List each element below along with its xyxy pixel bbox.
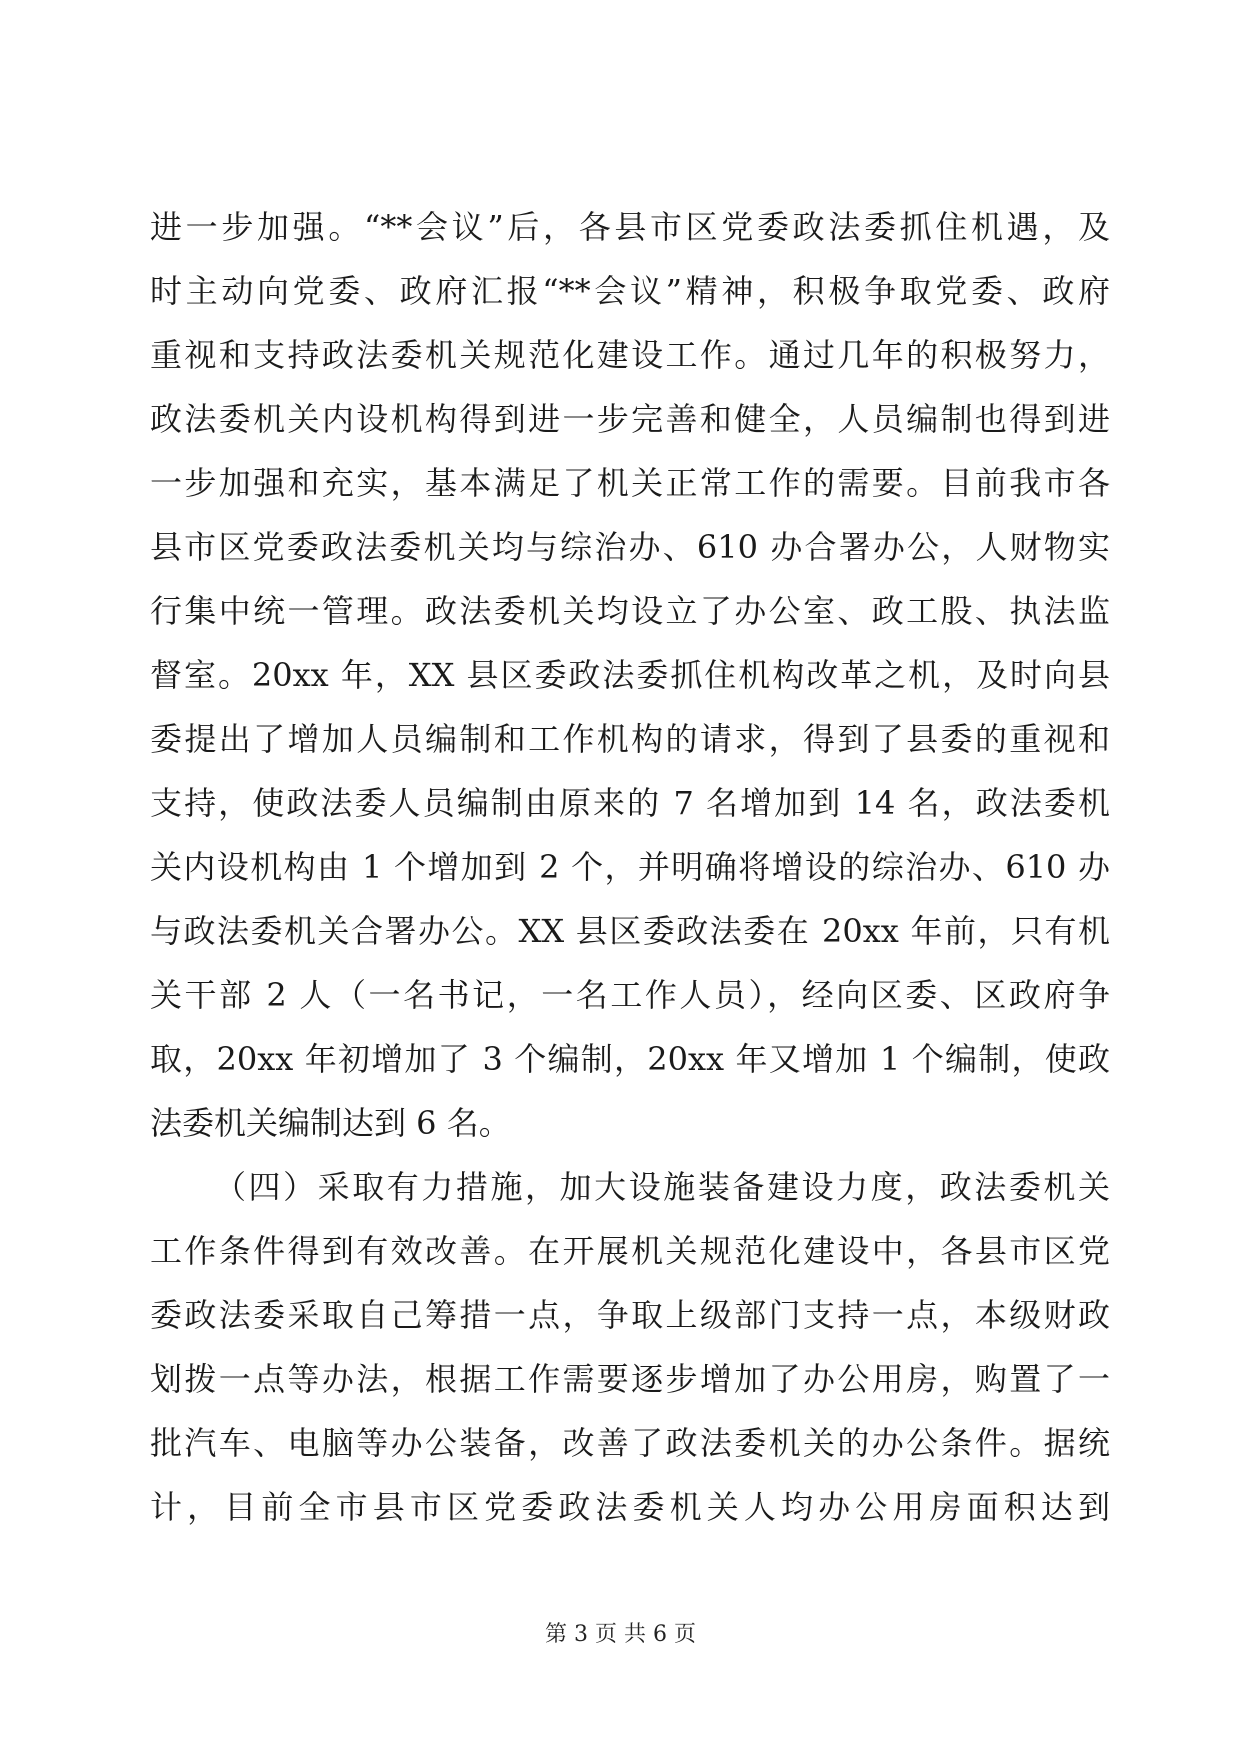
- text-line: 法委机关编制达到 6 名。: [150, 1104, 511, 1142]
- text-line: 关干部 2 人（一名书记，一名工作人员），经向区委、区政府争: [150, 976, 1110, 1014]
- paragraph-heading-line: （四）采取有力措施，加大设施装备建设力度，政法委机关: [214, 1168, 1110, 1206]
- text-line: 委政法委采取自己筹措一点，争取上级部门支持一点，本级财政: [150, 1296, 1110, 1334]
- text-line: 划拨一点等办法，根据工作需要逐步增加了办公用房，购置了一: [150, 1360, 1110, 1398]
- text-line: 县市区党委政法委机关均与综治办、610 办合署办公，人财物实: [150, 528, 1110, 566]
- page-number: 第 3 页 共 6 页: [545, 1622, 696, 1647]
- text-line: 督室。20xx 年，XX 县区委政法委抓住机构改革之机，及时向县: [150, 656, 1110, 694]
- text-line: 重视和支持政法委机关规范化建设工作。通过几年的积极努力，: [150, 336, 1110, 374]
- text-line: 工作条件得到有效改善。在开展机关规范化建设中，各县市区党: [150, 1232, 1110, 1270]
- text-line: 行集中统一管理。政法委机关均设立了办公室、政工股、执法监: [150, 592, 1110, 630]
- page-footer: [0, 1620, 1241, 1650]
- text-line: 计，目前全市县市区党委政法委机关人均办公用房面积达到: [150, 1488, 1110, 1526]
- text-line: 时主动向党委、政府汇报“**会议”精神，积极争取党委、政府: [150, 272, 1110, 310]
- document-body: [150, 195, 1110, 1539]
- text-line: 取，20xx 年初增加了 3 个编制，20xx 年又增加 1 个编制，使政: [150, 1040, 1110, 1078]
- text-line: 批汽车、电脑等办公装备，改善了政法委机关的办公条件。据统: [150, 1424, 1110, 1462]
- text-line: 一步加强和充实，基本满足了机关正常工作的需要。目前我市各: [150, 464, 1110, 502]
- text-line: 政法委机关内设机构得到进一步完善和健全，人员编制也得到进: [150, 400, 1110, 438]
- text-line: 关内设机构由 1 个增加到 2 个，并明确将增设的综治办、610 办: [150, 848, 1110, 886]
- text-line: 与政法委机关合署办公。XX 县区委政法委在 20xx 年前，只有机: [150, 912, 1110, 950]
- text-line: 支持，使政法委人员编制由原来的 7 名增加到 14 名，政法委机: [150, 784, 1110, 822]
- text-line: 进一步加强。“**会议”后，各县市区党委政法委抓住机遇，及: [150, 208, 1110, 246]
- text-line: 委提出了增加人员编制和工作机构的请求，得到了县委的重视和: [150, 720, 1110, 758]
